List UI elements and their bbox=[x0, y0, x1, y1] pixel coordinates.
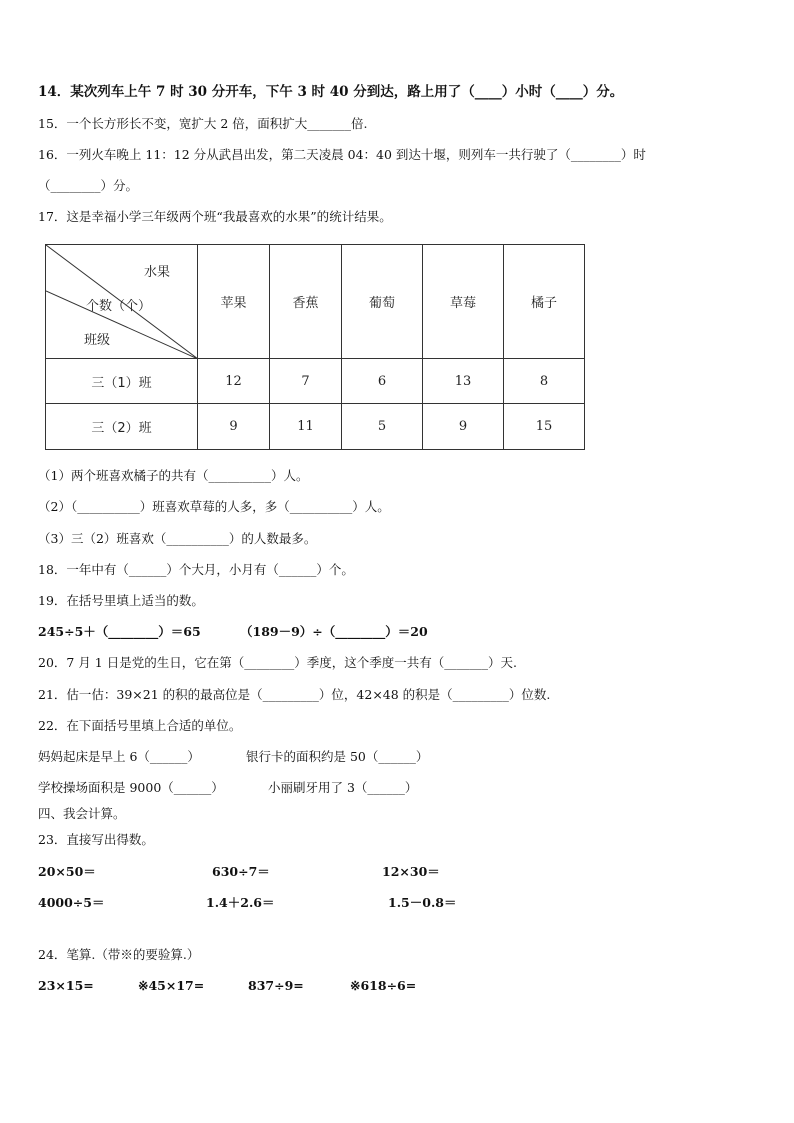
question-22-c: 学校操场面积是 9000（______） bbox=[38, 780, 224, 795]
question-24-title: 24．笔算.（带※的要验算.） bbox=[38, 947, 200, 962]
fruit-header-grape: 葡萄 bbox=[342, 245, 423, 359]
question-14: 14．某次列车上午 7 时 30 分开车，下午 3 时 40 分到达，路上用了（____）小时（____）分。 bbox=[38, 84, 624, 100]
table-cell: 8 bbox=[504, 359, 585, 404]
table-cell: 15 bbox=[504, 404, 585, 450]
fruit-header-apple: 苹果 bbox=[198, 245, 270, 359]
question-22-a: 妈妈起床是早上 6（______） bbox=[38, 749, 200, 764]
calc-item: 12×30＝ bbox=[382, 864, 440, 879]
question-22-d: 小丽刷牙用了 3（______） bbox=[268, 780, 418, 795]
question-21: 21．估一估：39×21 的积的最高位是（_________）位，42×48 的积是（_________）位数. bbox=[38, 687, 551, 702]
table-cell: 12 bbox=[198, 359, 270, 404]
question-22-title: 22．在下面括号里填上合适的单位。 bbox=[38, 718, 242, 733]
question-19-eq1: 245÷5＋（________）＝65 bbox=[38, 624, 201, 639]
question-16-line1: 16．一列火车晚上 11：12 分从武昌出发，第二天凌晨 04：40 到达十堰，则列车一共行驶了（________）时 bbox=[38, 147, 646, 162]
header-fruit-label: 水果 bbox=[144, 265, 171, 280]
written-calc-item: ※45×17= bbox=[138, 978, 205, 993]
table-cell: 6 bbox=[342, 359, 423, 404]
fruit-header-banana: 香蕉 bbox=[270, 245, 342, 359]
header-count-label: 个数（个） bbox=[86, 299, 152, 314]
header-class-label: 班级 bbox=[84, 333, 111, 348]
written-calc-item: ※618÷6= bbox=[350, 978, 417, 993]
calc-item: 630÷7＝ bbox=[212, 864, 270, 879]
table-row bbox=[46, 359, 585, 404]
table-cell: 7 bbox=[270, 359, 342, 404]
class-label: 三（1）班 bbox=[46, 359, 198, 404]
question-19-title: 19．在括号里填上适当的数。 bbox=[38, 593, 204, 608]
table-cell: 5 bbox=[342, 404, 423, 450]
question-19-eq2: （189－9）÷（________）＝20 bbox=[240, 624, 428, 639]
section-4-heading: 四、我会计算。 bbox=[38, 806, 126, 821]
written-calc-item: 837÷9= bbox=[248, 978, 304, 993]
class-label: 三（2）班 bbox=[46, 404, 198, 450]
question-20: 20．7 月 1 日是党的生日，它在第（________）季度，这个季度一共有（_______）天. bbox=[38, 655, 517, 670]
question-18: 18．一年中有（______）个大月，小月有（______）个。 bbox=[38, 562, 354, 577]
question-23-title: 23．直接写出得数。 bbox=[38, 832, 154, 847]
calc-item: 1.5－0.8＝ bbox=[388, 895, 457, 910]
diagonal-header-cell bbox=[46, 245, 198, 359]
table-cell: 9 bbox=[423, 404, 504, 450]
question-16-line2: （________）分。 bbox=[38, 178, 139, 193]
fruit-header-strawberry: 草莓 bbox=[423, 245, 504, 359]
fruit-stats-table bbox=[45, 244, 585, 450]
question-17-intro: 17．这是幸福小学三年级两个班“我最喜欢的水果”的统计结果。 bbox=[38, 209, 392, 224]
table-cell: 13 bbox=[423, 359, 504, 404]
question-17-sub1: （1）两个班喜欢橘子的共有（__________）人。 bbox=[38, 468, 309, 483]
calc-item: 4000÷5＝ bbox=[38, 895, 105, 910]
question-15: 15．一个长方形长不变，宽扩大 2 倍，面积扩大_______倍. bbox=[38, 116, 368, 131]
table-cell: 11 bbox=[270, 404, 342, 450]
calc-item: 1.4＋2.6＝ bbox=[206, 895, 275, 910]
table-cell: 9 bbox=[198, 404, 270, 450]
question-17-sub2: （2）（__________）班喜欢草莓的人多，多（__________）人。 bbox=[38, 499, 390, 514]
question-17-sub3: （3）三（2）班喜欢（__________）的人数最多。 bbox=[38, 531, 317, 546]
table-row bbox=[46, 404, 585, 450]
question-22-b: 银行卡的面积约是 50（______） bbox=[246, 749, 429, 764]
written-calc-item: 23×15= bbox=[38, 978, 94, 993]
fruit-header-orange: 橘子 bbox=[504, 245, 585, 359]
calc-item: 20×50＝ bbox=[38, 864, 96, 879]
